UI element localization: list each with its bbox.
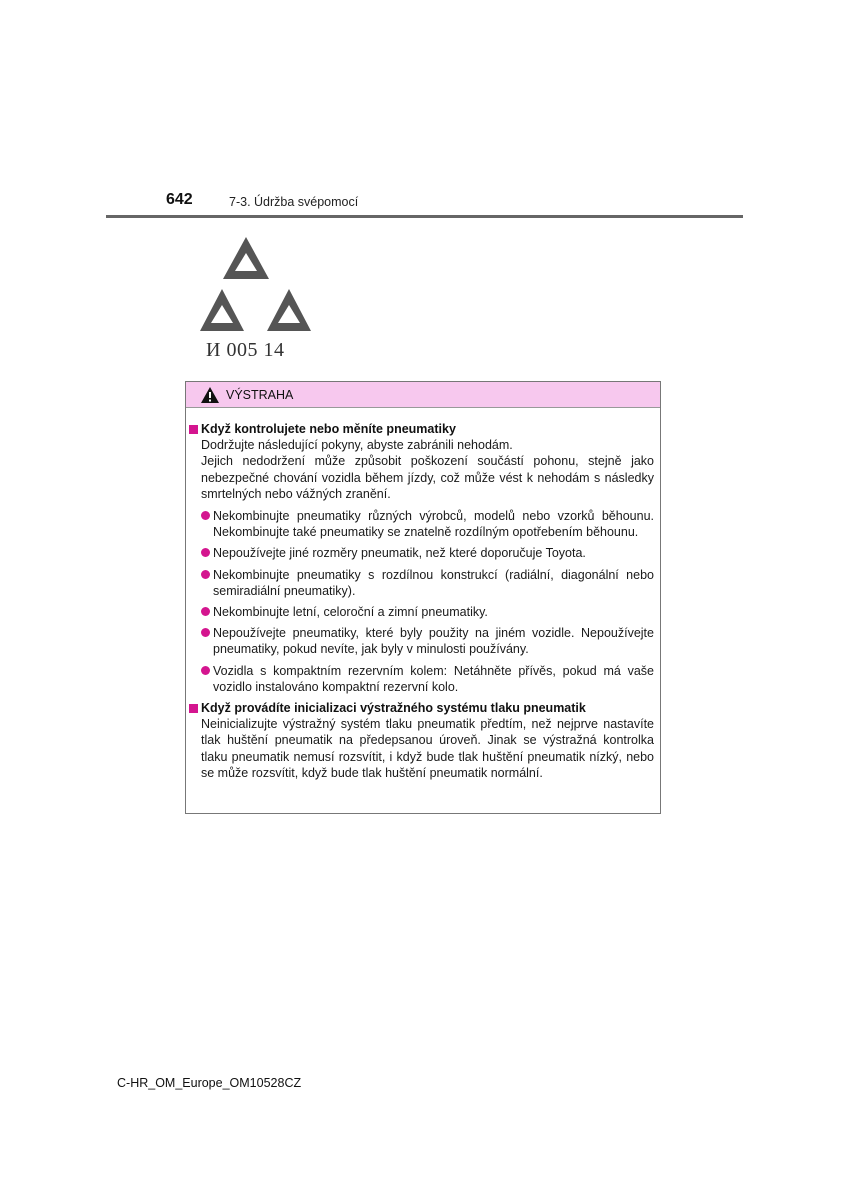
list-item <box>201 567 654 599</box>
list-item-text: Nekombinujte pneumatiky různých výrobců, modelů nebo vzorků běhounu. Nekombinujte také pneumatiky se znatelně rozdílným opotřebením běhounu. <box>213 509 654 540</box>
round-bullet-icon <box>201 570 210 579</box>
list-item <box>201 663 654 695</box>
list-item <box>201 604 654 620</box>
warning-header <box>186 382 660 408</box>
approval-code: И 005 14 <box>206 339 285 361</box>
warning-title: VÝSTRAHA <box>226 387 294 402</box>
tire-marking-figure <box>196 233 320 367</box>
warning-box <box>185 381 661 814</box>
section-title: 7-3. Údržba svépomocí <box>229 195 359 209</box>
intro-paragraph: Dodržujte následující pokyny, abyste zabránili nehodám. <box>201 438 513 453</box>
list-item <box>201 508 654 540</box>
list-item <box>201 545 654 561</box>
section-heading-text: Když provádíte inicializaci výstražného systému tlaku pneumatik <box>201 701 586 716</box>
section-heading-text: Když kontrolujete nebo měníte pneumatiky <box>201 422 456 436</box>
section-heading-tire-check <box>189 421 654 437</box>
round-bullet-icon <box>201 666 210 675</box>
three-triangles-icon <box>196 233 320 337</box>
consequence-paragraph: Jejich nedodržení může způsobit poškození součástí pohonu, stejně jako nebezpečné chování vozidla během jízdy, což může vést k nehodám s následky smrtelných nebo vážných zranění. <box>201 454 654 501</box>
page-number: 642 <box>166 191 193 208</box>
list-item-text: Nekombinujte letní, celoroční a zimní pneumatiky. <box>213 605 488 620</box>
round-bullet-icon <box>201 607 210 616</box>
square-bullet-icon <box>189 704 198 713</box>
warning-content <box>186 408 660 781</box>
section-heading-tpws-init <box>189 700 654 716</box>
round-bullet-icon <box>201 548 210 557</box>
round-bullet-icon <box>201 628 210 637</box>
square-bullet-icon <box>189 425 198 434</box>
list-item-text: Nepoužívejte jiné rozměry pneumatik, než které doporučuje Toyota. <box>213 546 586 561</box>
warning-triangle-icon <box>200 386 220 404</box>
list-item <box>201 625 654 657</box>
list-item-text: Nepoužívejte pneumatiky, které byly použity na jiném vozidle. Nepoužívejte pneumatiky, pokud nevíte, jak byly v minulosti používány. <box>213 626 654 657</box>
tpws-paragraph: Neinicializujte výstražný systém tlaku pneumatik předtím, než nejprve nastavíte tlak huštění pneumatik na předepsanou úroveň. Jinak se výstražná kontrolka tlaku pneumatik nemusí rozsvítit, i když bude tlak huštění pneumatik nízký, nebo se může rozsvítit, když bude tlak huštění pneumatik normální. <box>201 717 654 780</box>
header-divider <box>106 215 743 218</box>
round-bullet-icon <box>201 511 210 520</box>
list-item-text: Vozidla s kompaktním rezervním kolem: Netáhněte přívěs, pokud má vaše vozidlo instalováno kompaktní rezervní kolo. <box>213 663 654 694</box>
document-code: C-HR_OM_Europe_OM10528CZ <box>117 1076 302 1090</box>
list-item-text: Nekombinujte pneumatiky s rozdílnou konstrukcí (radiální, diagonální nebo semiradiální pneumatiky). <box>213 567 654 598</box>
warning-bullet-list <box>189 508 654 695</box>
